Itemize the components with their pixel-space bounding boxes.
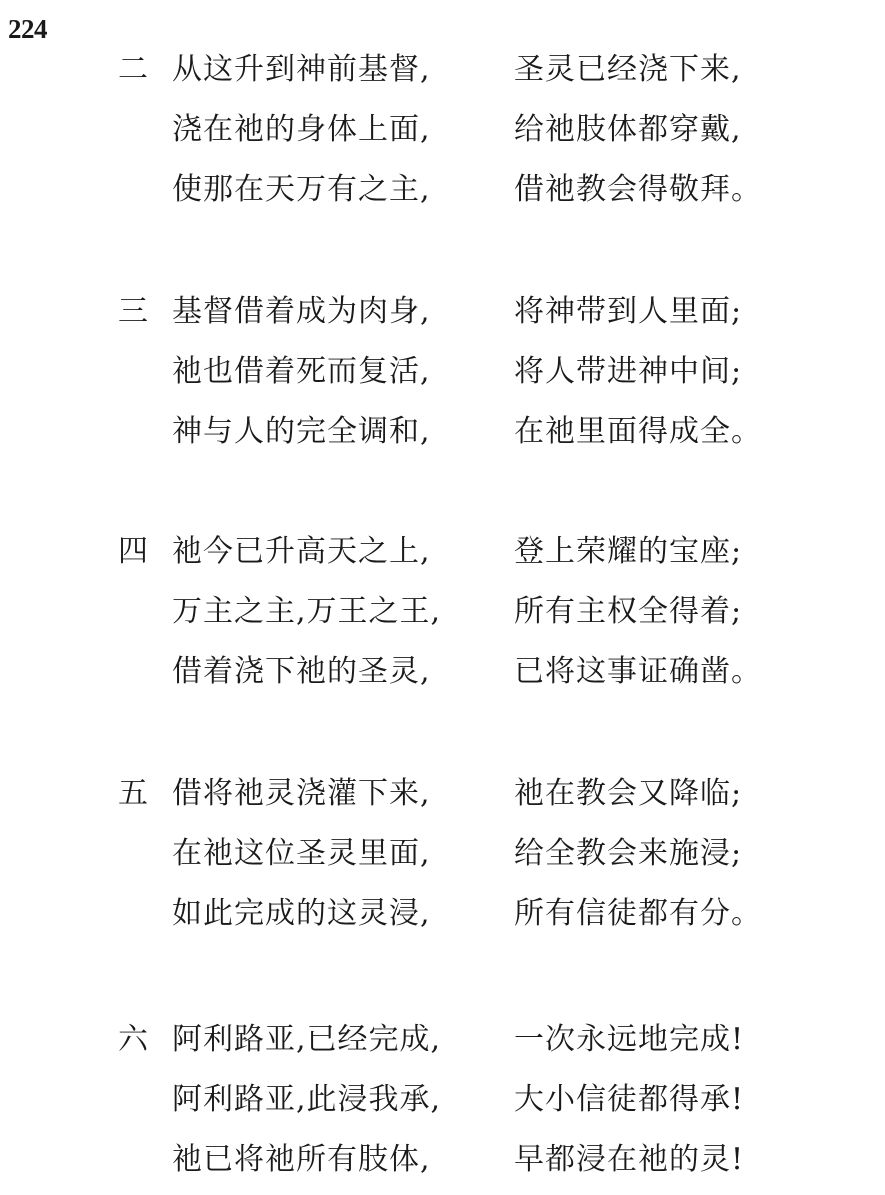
line-first-half: 从这升到神前基督, (172, 52, 431, 87)
stanza-line (0, 894, 885, 934)
line-second-half: 借祂教会得敬拜。 (514, 172, 762, 207)
stanza-line (0, 50, 885, 90)
stanza-number: 五 (118, 776, 148, 811)
stanza-line (0, 1020, 885, 1060)
line-second-half: 大小信徒都得承! (514, 1082, 745, 1117)
line-first-half: 祂也借着死而复活, (172, 354, 431, 389)
line-second-half: 在祂里面得成全。 (514, 414, 762, 449)
stanza-line (0, 110, 885, 150)
line-second-half: 所有主权全得着; (514, 594, 743, 629)
stanza-line (0, 834, 885, 874)
line-first-half: 祂已将祂所有肢体, (172, 1142, 431, 1177)
line-first-half: 使那在天万有之主, (172, 172, 431, 207)
line-second-half: 圣灵已经浇下来, (514, 52, 742, 87)
stanza-line (0, 1140, 885, 1180)
line-first-half: 阿利路亚,此浸我承, (172, 1082, 442, 1117)
line-second-half: 所有信徒都有分。 (514, 896, 762, 931)
stanza-line (0, 352, 885, 392)
line-second-half: 登上荣耀的宝座; (514, 534, 743, 569)
line-first-half: 万主之主,万王之王, (172, 594, 442, 629)
stanza-number: 四 (118, 534, 148, 569)
line-first-half: 在祂这位圣灵里面, (172, 836, 431, 871)
line-first-half: 阿利路亚,已经完成, (172, 1022, 442, 1057)
stanza-line (0, 292, 885, 332)
line-second-half: 一次永远地完成! (514, 1022, 745, 1057)
line-second-half: 给祂肢体都穿戴, (514, 112, 742, 147)
stanza-line (0, 170, 885, 210)
line-second-half: 给全教会来施浸; (514, 836, 743, 871)
stanza-line (0, 412, 885, 452)
line-first-half: 基督借着成为肉身, (172, 294, 431, 329)
line-first-half: 借将祂灵浇灌下来, (172, 776, 431, 811)
stanza-number: 三 (118, 294, 148, 329)
stanza-line (0, 1080, 885, 1120)
line-first-half: 浇在祂的身体上面, (172, 112, 431, 147)
line-first-half: 借着浇下祂的圣灵, (172, 654, 431, 689)
stanza-line (0, 532, 885, 572)
line-second-half: 将神带到人里面; (514, 294, 743, 329)
line-second-half: 已将这事证确凿。 (514, 654, 762, 689)
stanza-number: 二 (118, 52, 148, 87)
line-second-half: 将人带进神中间; (514, 354, 743, 389)
line-second-half: 祂在教会又降临; (514, 776, 743, 811)
stanza-line (0, 774, 885, 814)
stanza-line (0, 592, 885, 632)
stanza-line (0, 652, 885, 692)
line-first-half: 如此完成的这灵浸, (172, 896, 431, 931)
line-second-half: 早都浸在祂的灵! (514, 1142, 745, 1177)
line-first-half: 神与人的完全调和, (172, 414, 431, 449)
line-first-half: 祂今已升高天之上, (172, 534, 431, 569)
page-number: 224 (8, 14, 47, 44)
stanza-number: 六 (118, 1022, 148, 1057)
